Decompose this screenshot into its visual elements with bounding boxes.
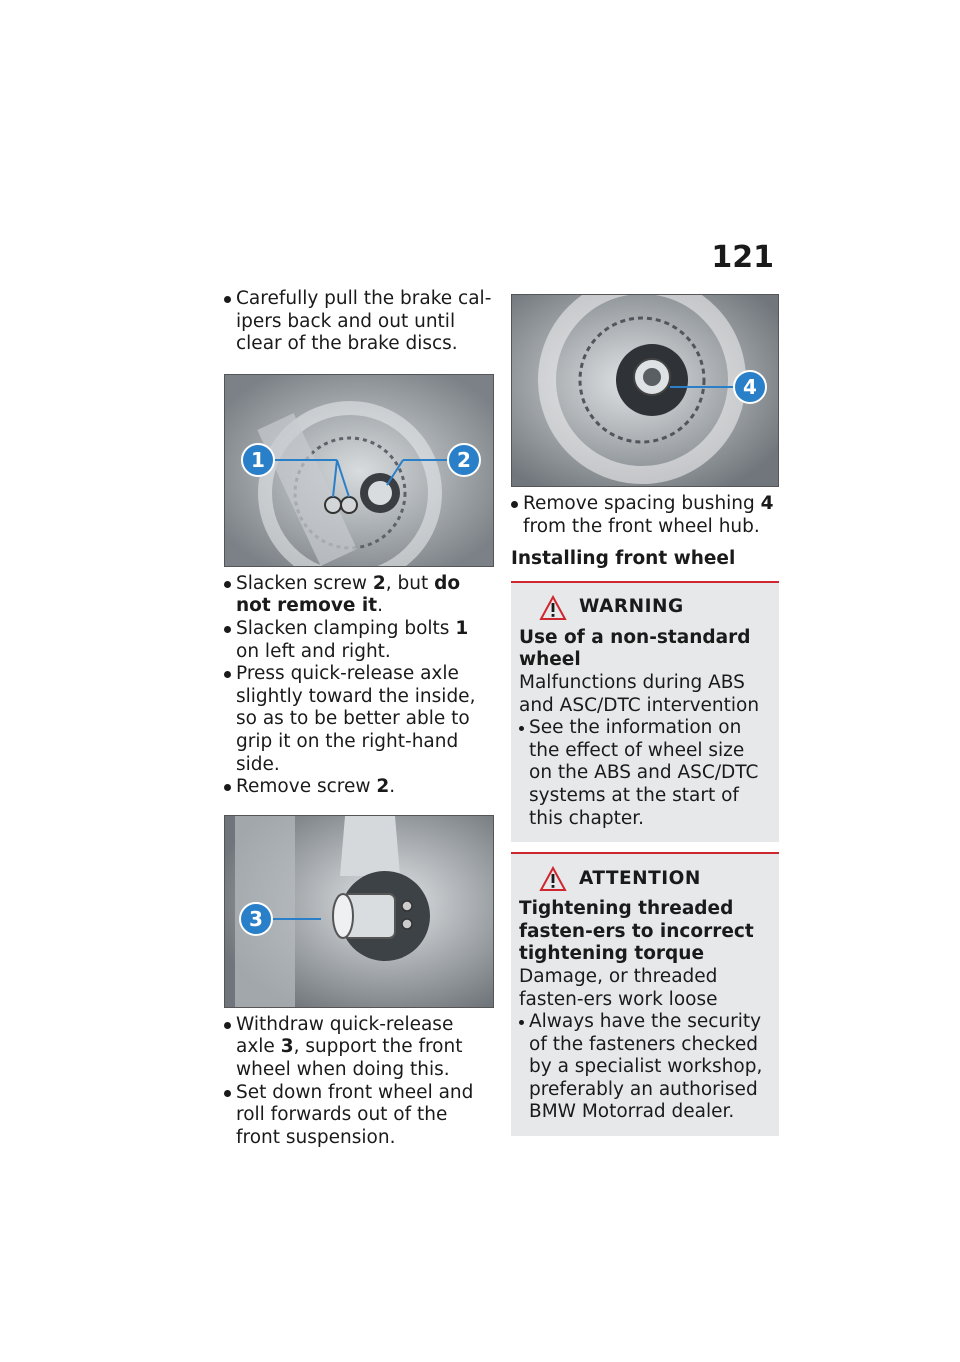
- callout-3: [240, 903, 272, 935]
- attention-bullet: Always have the security of the fasteners checked by a specialist workshop, preferably an authorised BMW Motorrad dealer.: [519, 1011, 771, 1124]
- photo-spacing-bushing: [511, 294, 779, 487]
- callout-1: [242, 444, 274, 476]
- photo-illustration: [225, 816, 494, 1008]
- caution-icon: [539, 866, 567, 892]
- step-set-down-wheel: Set down front wheel and roll forwards out of the front suspension.: [224, 1082, 494, 1150]
- warning-title: WARNING: [539, 595, 771, 621]
- right-column: [511, 294, 779, 1136]
- warning-bullet: See the information on the effect of wheel size on the ABS and ASC/DTC systems at the start of this chapter.: [519, 717, 771, 830]
- callout-2: [448, 444, 480, 476]
- attention-subtitle: Tightening threaded fasten-ers to incorrect tightening torque: [519, 898, 754, 965]
- photo-quick-release-axle: [224, 815, 494, 1008]
- attention-title: ATTENTION: [539, 866, 771, 892]
- step-withdraw-axle: Withdraw quick-release axle 3, support the front wheel when doing this.: [224, 1014, 494, 1082]
- callout-4: [734, 371, 766, 403]
- photo-illustration: [512, 295, 779, 487]
- svg-text:4: 4: [743, 375, 757, 399]
- warning-icon: [539, 595, 567, 621]
- photo-illustration: [225, 375, 494, 567]
- attention-text: Damage, or threaded fasten-ers work loose: [519, 965, 718, 1010]
- photo-axle-screws: [224, 374, 494, 567]
- warning-text: Malfunctions during ABS and ASC/DTC intervention: [519, 671, 760, 716]
- left-column: [224, 288, 494, 1149]
- warning-subtitle: Use of a non-standard wheel: [519, 626, 751, 671]
- step-slacken-screw: Slacken screw 2, but do not remove it.: [224, 573, 494, 618]
- svg-text:2: 2: [457, 447, 471, 472]
- svg-text:1: 1: [251, 447, 265, 472]
- step-pull-calipers: Carefully pull the brake cal-ipers back and out until clear of the brake discs.: [224, 288, 494, 356]
- step-remove-screw: Remove screw 2.: [224, 776, 494, 799]
- section-heading: Installing front wheel: [511, 548, 736, 570]
- page-number: 121: [711, 240, 774, 275]
- step-press-axle: Press quick-release axle slightly toward the inside, so as to be better able to grip it on the right-hand side.: [224, 663, 494, 776]
- step-remove-bushing: Remove spacing bushing 4 from the front wheel hub.: [511, 493, 779, 538]
- warning-box: [511, 581, 779, 842]
- step-slacken-bolts: Slacken clamping bolts 1 on left and right.: [224, 618, 494, 663]
- attention-box: [511, 852, 779, 1136]
- svg-text:3: 3: [249, 906, 263, 931]
